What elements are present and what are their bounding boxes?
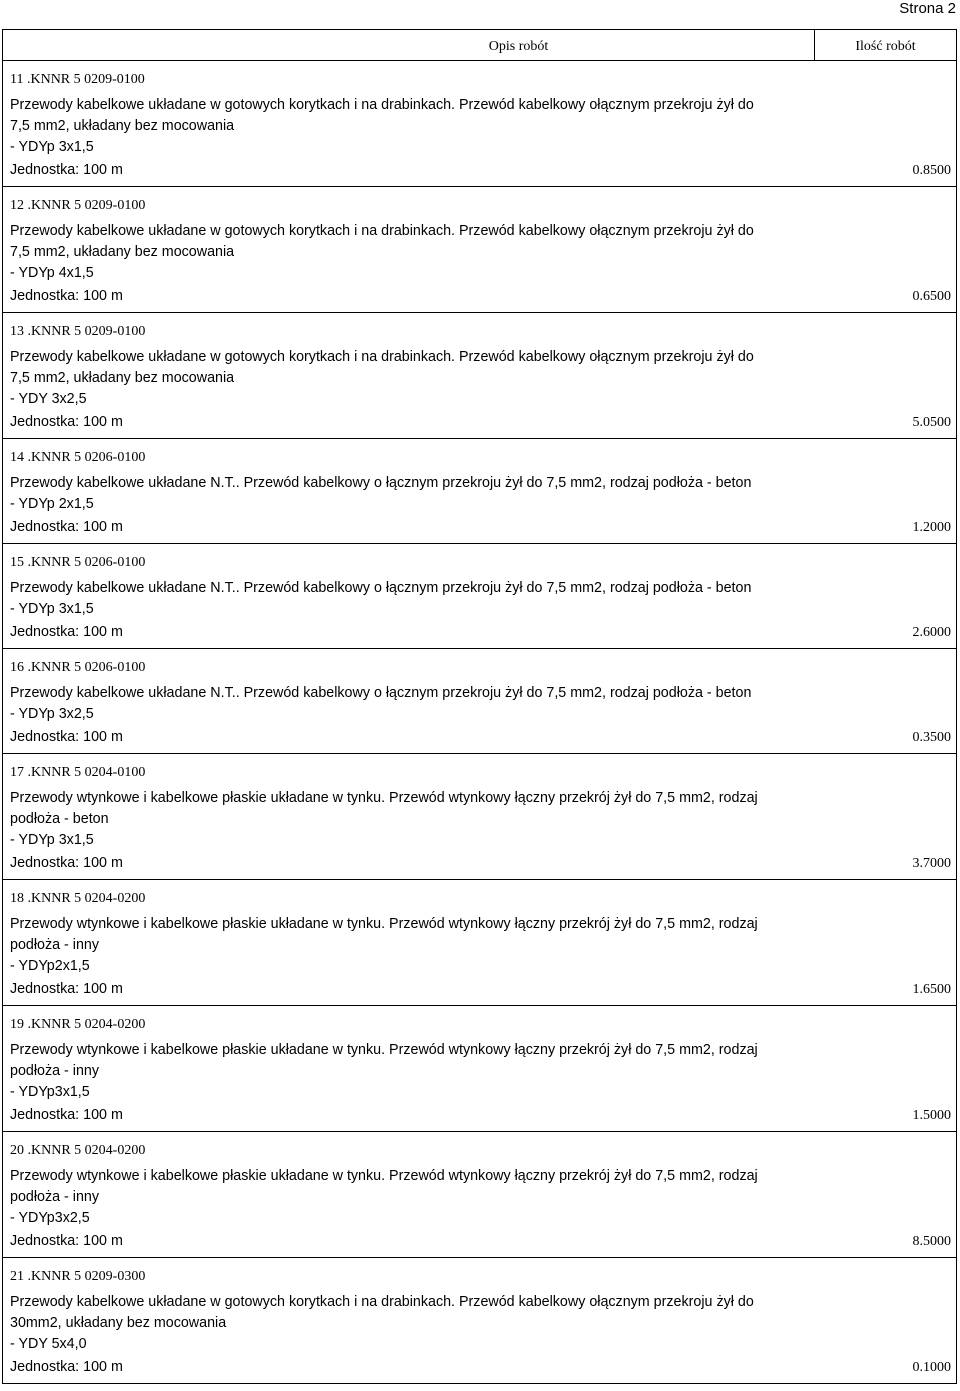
item-description-line: podłoża - inny <box>10 1063 100 1079</box>
table-header <box>3 30 956 61</box>
item-quantity: 0.1000 <box>912 1360 951 1375</box>
table-row <box>3 1006 956 1132</box>
item-code: 12 .KNNR 5 0209-0100 <box>10 198 146 213</box>
item-description <box>10 347 830 410</box>
item-description-line: Przewody wtynkowe i kabelkowe płaskie układane w tynku. Przewód wtynkowy łączny przekrój żył do 7,5 mm2, rodzaj <box>10 1168 758 1184</box>
item-quantity: 0.3500 <box>912 730 951 745</box>
item-description-line: Przewody kabelkowe układane N.T.. Przewód kabelkowy o łącznym przekroju żył do 7,5 mm2, rodzaj podłoża - beton <box>10 685 752 701</box>
item-quantity: 2.6000 <box>912 625 951 640</box>
item-description-line: - YDYp 3x1,5 <box>10 139 94 155</box>
item-description-line: - YDYp 3x1,5 <box>10 601 94 617</box>
item-code: 14 .KNNR 5 0206-0100 <box>10 450 146 465</box>
table-row <box>3 880 956 1006</box>
item-description-line: 30mm2, układany bez mocowania <box>10 1315 227 1331</box>
item-quantity: 0.6500 <box>912 289 951 304</box>
item-description <box>10 1166 830 1229</box>
page-number: Strona 2 <box>899 0 956 17</box>
item-unit: Jednostka: 100 m <box>10 414 123 430</box>
item-description <box>10 221 830 284</box>
item-description-line: 7,5 mm2, układany bez mocowania <box>10 244 235 260</box>
table-row <box>3 1258 956 1384</box>
header-quantity: Ilość robót <box>814 30 956 60</box>
header-description: Opis robót <box>488 39 549 54</box>
item-description <box>10 914 830 977</box>
item-description-line: - YDYp2x1,5 <box>10 958 90 974</box>
item-quantity: 0.8500 <box>912 163 951 178</box>
item-unit: Jednostka: 100 m <box>10 729 123 745</box>
item-code: 21 .KNNR 5 0209-0300 <box>10 1269 146 1284</box>
table-row <box>3 649 956 754</box>
item-code: 16 .KNNR 5 0206-0100 <box>10 660 146 675</box>
item-quantity: 8.5000 <box>912 1234 951 1249</box>
item-code: 18 .KNNR 5 0204-0200 <box>10 891 146 906</box>
table-row <box>3 544 956 649</box>
item-code: 19 .KNNR 5 0204-0200 <box>10 1017 146 1032</box>
item-description-line: - YDYp 2x1,5 <box>10 496 94 512</box>
cost-estimate-table <box>2 29 957 1384</box>
item-description-line: Przewody kabelkowe układane N.T.. Przewód kabelkowy o łącznym przekroju żył do 7,5 mm2, rodzaj podłoża - beton <box>10 475 752 491</box>
item-description-line: Przewody wtynkowe i kabelkowe płaskie układane w tynku. Przewód wtynkowy łączny przekrój żył do 7,5 mm2, rodzaj <box>10 790 758 806</box>
table-row <box>3 313 956 439</box>
item-description-line: - YDY 3x2,5 <box>10 391 87 407</box>
item-unit: Jednostka: 100 m <box>10 1359 123 1375</box>
table-row <box>3 754 956 880</box>
item-description <box>10 95 830 158</box>
item-description-line: Przewody wtynkowe i kabelkowe płaskie układane w tynku. Przewód wtynkowy łączny przekrój żył do 7,5 mm2, rodzaj <box>10 916 758 932</box>
item-description-line: Przewody kabelkowe układane w gotowych korytkach i na drabinkach. Przewód kabelkowy ołącznym przekroju żył do <box>10 223 754 239</box>
table-row <box>3 187 956 313</box>
item-description <box>10 578 830 620</box>
item-unit: Jednostka: 100 m <box>10 162 123 178</box>
item-description-line: Przewody kabelkowe układane w gotowych korytkach i na drabinkach. Przewód kabelkowy ołącznym przekroju żył do <box>10 1294 754 1310</box>
item-unit: Jednostka: 100 m <box>10 624 123 640</box>
item-description-line: - YDYp 3x2,5 <box>10 706 94 722</box>
item-unit: Jednostka: 100 m <box>10 288 123 304</box>
item-description-line: podłoża - beton <box>10 811 109 827</box>
item-quantity: 1.6500 <box>912 982 951 997</box>
item-code: 15 .KNNR 5 0206-0100 <box>10 555 146 570</box>
item-description-line: podłoża - inny <box>10 937 100 953</box>
item-quantity: 1.2000 <box>912 520 951 535</box>
item-description <box>10 473 830 515</box>
item-description-line: 7,5 mm2, układany bez mocowania <box>10 118 235 134</box>
item-unit: Jednostka: 100 m <box>10 855 123 871</box>
item-quantity: 1.5000 <box>912 1108 951 1123</box>
item-description <box>10 1040 830 1103</box>
item-description-line: - YDYp 4x1,5 <box>10 265 94 281</box>
item-description-line: Przewody wtynkowe i kabelkowe płaskie układane w tynku. Przewód wtynkowy łączny przekrój żył do 7,5 mm2, rodzaj <box>10 1042 758 1058</box>
item-description-line: - YDY 5x4,0 <box>10 1336 87 1352</box>
item-description-line: - YDYp3x2,5 <box>10 1210 90 1226</box>
item-description-line: - YDYp3x1,5 <box>10 1084 90 1100</box>
item-code: 17 .KNNR 5 0204-0100 <box>10 765 146 780</box>
item-description-line: Przewody kabelkowe układane N.T.. Przewód kabelkowy o łącznym przekroju żył do 7,5 mm2, rodzaj podłoża - beton <box>10 580 752 596</box>
item-code: 13 .KNNR 5 0209-0100 <box>10 324 146 339</box>
item-description-line: Przewody kabelkowe układane w gotowych korytkach i na drabinkach. Przewód kabelkowy ołącznym przekroju żył do <box>10 349 754 365</box>
table-row <box>3 61 956 187</box>
item-description-line: podłoża - inny <box>10 1189 100 1205</box>
item-quantity: 3.7000 <box>912 856 951 871</box>
item-unit: Jednostka: 100 m <box>10 1233 123 1249</box>
table-row <box>3 439 956 544</box>
item-unit: Jednostka: 100 m <box>10 519 123 535</box>
item-description-line: 7,5 mm2, układany bez mocowania <box>10 370 235 386</box>
items-list <box>3 61 956 1384</box>
item-description <box>10 788 830 851</box>
item-description-line: Przewody kabelkowe układane w gotowych korytkach i na drabinkach. Przewód kabelkowy ołącznym przekroju żył do <box>10 97 754 113</box>
item-unit: Jednostka: 100 m <box>10 981 123 997</box>
item-description <box>10 1292 830 1355</box>
item-code: 11 .KNNR 5 0209-0100 <box>10 72 145 87</box>
table-row <box>3 1132 956 1258</box>
item-quantity: 5.0500 <box>912 415 951 430</box>
item-code: 20 .KNNR 5 0204-0200 <box>10 1143 146 1158</box>
item-unit: Jednostka: 100 m <box>10 1107 123 1123</box>
item-description <box>10 683 830 725</box>
item-description-line: - YDYp 3x1,5 <box>10 832 94 848</box>
